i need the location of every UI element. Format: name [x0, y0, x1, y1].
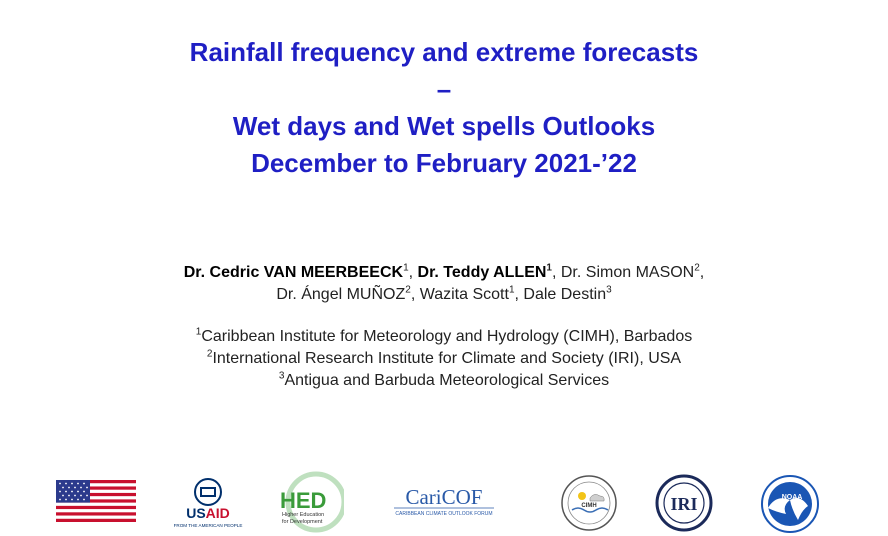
affiliation-list [0, 326, 888, 392]
title-line-3: Wet days and Wet spells Outlooks [232, 111, 656, 141]
author-name: Dr. Ángel MUÑOZ [276, 286, 406, 303]
author-affil-num: 1 [546, 262, 552, 274]
author-list [0, 262, 888, 306]
affiliation-item: $^3$Antigua and Barbuda Meteorological Services [278, 370, 610, 389]
caricof-wordmark: CariCOF [405, 485, 483, 509]
title-line-4: December to February 2021-’22 [251, 148, 637, 178]
cimh-wordmark: CIMH [581, 503, 597, 509]
us-flag-logo [56, 480, 136, 522]
author-affil-num: 2 [694, 262, 700, 274]
affiliation-item: $^1$Caribbean Institute for Meteorology and Hydrology (CIMH), Barbados [195, 326, 693, 345]
author-affil-num: 1 [508, 284, 515, 296]
noaa-logo [760, 474, 820, 534]
usaid-logo [172, 476, 244, 532]
author-affil-num: 2 [405, 284, 411, 296]
author-affil-num: 3 [606, 284, 612, 296]
presentation-title [0, 34, 888, 182]
author-line-2: Dr. Ángel MUÑOZ$^2$, Wazita Scott$^1$, Dale Destin$^3$ [276, 284, 612, 303]
author-name: Dale Destin [523, 286, 607, 303]
author-name: Dr. Teddy ALLEN [417, 264, 547, 281]
usaid-tagline: FROM THE AMERICAN PEOPLE [173, 523, 243, 528]
iri-wordmark: IRI [670, 494, 698, 514]
caricof-tagline: CARIBBEAN CLIMATE OUTLOOK FORUM [395, 511, 493, 517]
caricof-logo [390, 482, 498, 522]
title-line-1: Rainfall frequency and extreme forecasts [189, 37, 699, 67]
hed-subtitle-2: for Development [282, 519, 323, 525]
hed-subtitle-1: Higher Education [282, 512, 325, 518]
cimh-seal-logo [560, 474, 618, 532]
hed-logo [276, 470, 344, 536]
usaid-wordmark: USAID [186, 505, 230, 521]
noaa-wordmark: NOAA [781, 494, 803, 501]
author-name: Dr. Cedric VAN MEERBEECK [183, 264, 404, 281]
hed-wordmark: HED [280, 488, 327, 513]
title-dash: – [436, 74, 452, 104]
sponsor-logo-row [0, 470, 888, 536]
affiliation-item: $^2$International Research Institute for Climate and Society (IRI), USA [206, 348, 682, 367]
author-name: Wazita Scott [419, 286, 509, 303]
author-affil-num: 1 [403, 262, 409, 274]
author-name: Dr. Simon MASON [560, 264, 695, 281]
author-line-1: Dr. Cedric VAN MEERBEECK$^1$, Dr. Teddy ALLEN$^1$, Dr. Simon MASON$^2$, [183, 262, 705, 281]
iri-logo [654, 474, 714, 532]
